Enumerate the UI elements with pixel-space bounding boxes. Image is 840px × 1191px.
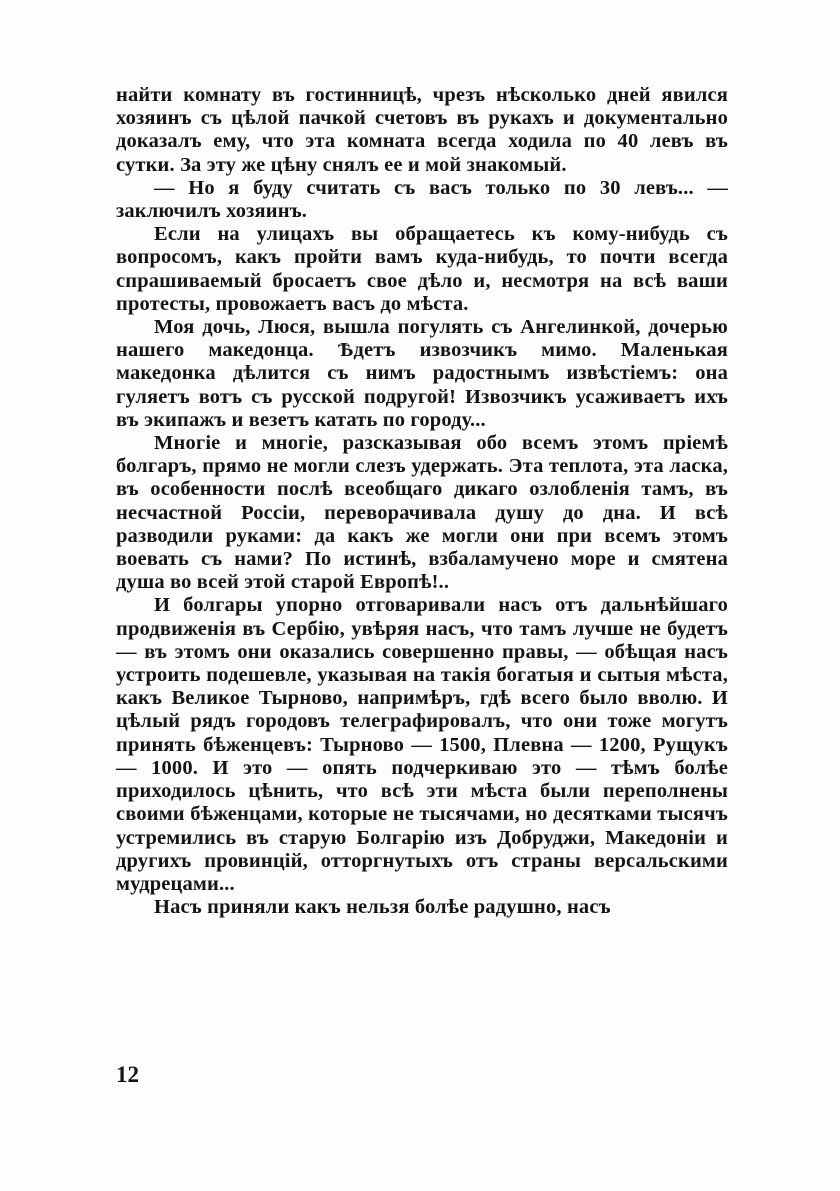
paragraph-6: И болгары упорно отговаривали насъ отъ дальнѣйшаго продвиженія въ Сербію, увѣряя насъ, что тамъ лучше не будетъ — въ этомъ они оказались совершенно правы, — обѣщая насъ устроить подешевле, указывая на такія богатыя и сытыя мѣста, какъ Великое Тырново, напримѣръ, гдѣ всего было вволю. И цѣлый рядъ городовъ телеграфировалъ, что они тоже могутъ принять бѣженцевъ: Тырново — 1500, Плевна — 1200, Рущукъ — 1000. И это — опять подчеркиваю это — тѣмъ болѣе приходилось цѣнить, что всѣ эти мѣста были переполнены своими бѣженцами, которые не тысячами, но десятками тысячъ устремились въ старую Болгарію изъ Добруджи, Македоніи и другихъ провинцій, отторгнутыхъ отъ страны версальскими мудрецами... <box>116 594 728 895</box>
paragraph-3: Если на улицахъ вы обращаетесь къ кому-нибудь съ вопросомъ, какъ пройти вамъ куда-нибудь, то почти всегда спрашиваемый бросаетъ свое дѣло и, несмотря на всѣ ваши протесты, провожаетъ васъ до мѣста. <box>116 223 728 315</box>
paragraph-1: найти комнату въ гостинницѣ, чрезъ нѣсколько дней явился хозяинъ съ цѣлой пачкой счетовъ въ рукахъ и документально доказалъ ему, что эта комната всегда ходила по 40 левъ въ сутки. За эту же цѣну снялъ ее и мой знакомый. <box>116 84 728 176</box>
page-number: 12 <box>116 1062 139 1087</box>
body-text <box>116 84 728 919</box>
paragraph-5: Многіе и многіе, разсказывая обо всемъ этомъ пріемѣ болгаръ, прямо не могли слезъ удержать. Эта теплота, эта ласка, въ особенности послѣ всеобщаго дикаго озлобленія тамъ, въ несчастной Россіи, переворачивала душу до дна. И всѣ разводили руками: да какъ же могли они при всемъ этомъ воевать съ нами? По истинѣ, взбаламучено море и смятена душа во всей этой старой Европѣ!.. <box>116 432 728 594</box>
paragraph-2: — Но я буду считать съ васъ только по 30 левъ... — заключилъ хозяинъ. <box>116 176 728 223</box>
paragraph-7: Насъ приняли какъ нельзя болѣе радушно, насъ <box>154 896 611 919</box>
paragraph-4: Моя дочь, Люся, вышла погулять съ Ангелинкой, дочерью нашего македонца. Ѣдетъ извозчикъ мимо. Маленькая македонка дѣлится съ нимъ радостнымъ извѣстіемъ: она гуляетъ вотъ съ русской подругой! Извозчикъ усаживаетъ ихъ въ экипажъ и везетъ катать по городу... <box>116 316 728 431</box>
